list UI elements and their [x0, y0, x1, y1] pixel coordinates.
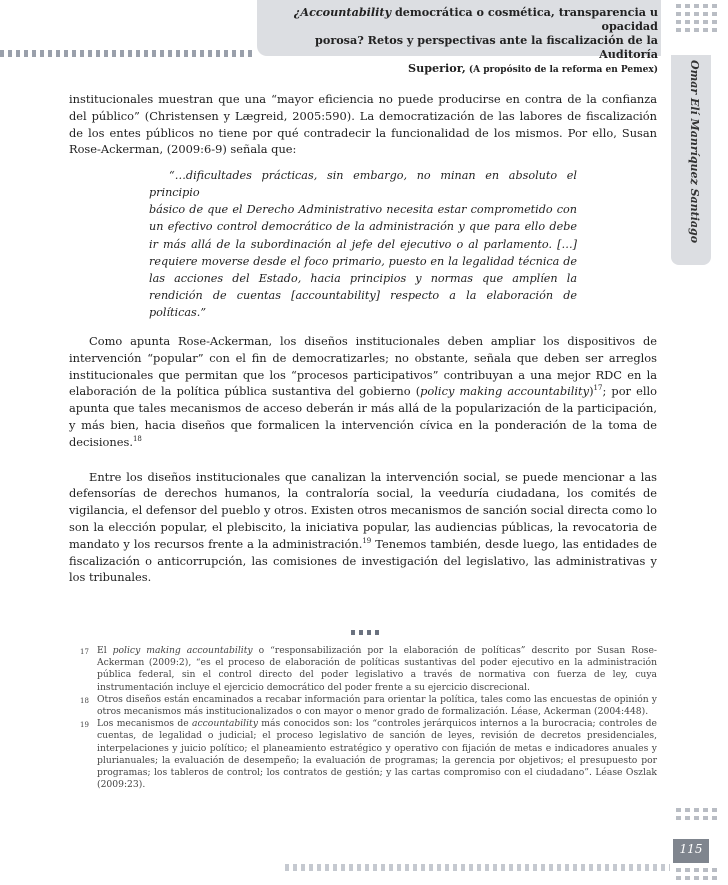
header-dots-left: [0, 50, 256, 57]
running-header: [258, 5, 658, 77]
page-number: 115: [679, 842, 703, 856]
header-title-rest: democrática o cosmética, transparencia u opacidad: [391, 5, 658, 33]
paragraph-2: [69, 333, 657, 451]
footnote-separator-dots: [351, 630, 379, 635]
header-line-2: porosa? Retos y perspectivas ante la fiscalización de la Auditoría: [315, 33, 658, 61]
header-grid-decoration: [676, 4, 717, 32]
footnote-text: Los mecanismos de: [97, 718, 193, 730]
p3-text-b: Tenemos también, desde luego, las entidades de fiscalización o anticorrupción, las comisiones de investigación del legislativo, las administrativas y los tribunales.: [69, 536, 657, 585]
footnote-number: 18: [80, 696, 89, 705]
p2-text-b: ): [589, 384, 594, 399]
footnote-18: [80, 694, 657, 718]
p3-text-a: Entre los diseños institucionales que canalizan la intervención social, se puede mencionar a las defensorías de derechos humanos, la contraloría social, la veeduría ciudadana, los comités de vigilancia, el defensor del pueblo y otros. Existen otros mecanismos de sanción social directa como lo son la elección popular, el plebiscito, la iniciativa popular, las audiencias públicas, la revocatoria de mandato y los recursos frente a la administración.: [69, 469, 658, 551]
header-line-3-small: (A propósito de la reforma en Pemex): [465, 65, 658, 75]
footnotes: [80, 645, 657, 791]
footnote-17: [80, 645, 657, 694]
footnote-number: 19: [80, 721, 89, 730]
footnote-number: 17: [80, 648, 89, 656]
paragraph-3: [69, 469, 657, 587]
p2-italic: policy making accountability: [420, 384, 590, 399]
header-line-3: Superior,: [408, 61, 466, 75]
footer-dots: [285, 864, 670, 871]
footnote-ref-17[interactable]: 17: [593, 384, 603, 393]
quote-rest: básico de que el Derecho Administrativo necesita estar comprometido con un efectivo control democrático de la administración y que para ello debe ir más allá de la subordinación al jefe del ejecutivo o al parlamento. […] requiere moverse desde el foco primario, puesto en la legalidad técnica de las acciones del Estado, hacia principios y normas que amplíen la rendición de cuentas [accountability] respecto a la elaboración de políticas.”: [149, 203, 577, 319]
block-quote: [149, 167, 577, 321]
footnote-text: El: [97, 645, 113, 656]
p2-text-a: Como apunta Rose-Ackerman, los diseños institucionales deben ampliar los dispositivos de intervención “popular” con el fin de democratizarles; no obstante, señala que deben ser arreglos institucionales que permitan que los “procesos participativos” contribuyan a una mejor RDC en la elaboración de la política pública sustantiva del gobierno (: [69, 334, 657, 399]
paragraph-1: institucionales muestran que una “mayor eficiencia no puede producirse en contra de la confianza del público” (Christensen y Lægreid, 2005:590). La democratización de las labores de fiscalización de los entes públicos no tiene por qué contradecir la funcionalidad de los mismos. Por ello, Susan Rose-Ackerman, (2009:6-9) señala que:: [69, 92, 657, 157]
quote-first-line: “…dificultades prácticas, sin embargo, no minan en absoluto el principio: [149, 169, 577, 200]
p2-text-c: ; por ello apunta que tales mecanismos de acceso deberán ir más allá de la popularización de la participación, y más bien, hacia diseños que formalicen la intervención cívica en la ponderación de la toma de decisiones.: [69, 384, 658, 449]
footer-grid-decoration: [676, 808, 717, 820]
footer-grid-decoration-bottom: [676, 868, 717, 880]
side-author: Omar Elí Manríquez Santiago: [688, 60, 701, 244]
header-title-italic: ¿Accountability: [293, 5, 392, 19]
footnote-italic: policy making accountability: [112, 645, 253, 656]
footnote-19: [80, 718, 657, 791]
footnote-text: o “responsabilización por la elaboración de políticas” descrito por Susan Rose-Ackerman (2009:2), “es el proceso de elaboración de políticas sustantivas del poder ejecutivo en la administración pública federal, sin el control directo del poder legislativo a través de normativa con fuerza de ley, cuya instrumentación incluye el ejercicio democrático del poder frente a su ejercicio discrecional.: [97, 645, 657, 693]
footnote-ref-18[interactable]: 18: [132, 435, 142, 444]
footnote-text: más conocidos son: los “controles jerárquicos internos a la burocracia; controles de cuentas, de legalidad o judicial; el proceso legislativo de sanción de leyes, revisión de decretos presidenciales, interpelaciones y juicio político; el planeamiento estratégico y operativo con fijación de metas e indicadores anuales y plurianuales; la evaluación de desempeño; la evaluación de programas; la gerencia por objetivos; el presupuesto por programas; los tableros de control; los contratos de gestión; y las cartas compromiso con el ciudadano”. Léase Oszlak (2009:23).: [97, 718, 657, 791]
footnote-ref-19[interactable]: 19: [362, 537, 372, 545]
footnote-text: Otros diseños están encaminados a recabar información para orientar la política, tales como las encuestas de opinión y otros mecanismos más institucionalizados o con mayor o menor grado de formalización. Léase, Ackerman (2004:448).: [97, 693, 657, 718]
body-text: [69, 91, 657, 586]
footnote-italic: accountability: [192, 718, 258, 730]
